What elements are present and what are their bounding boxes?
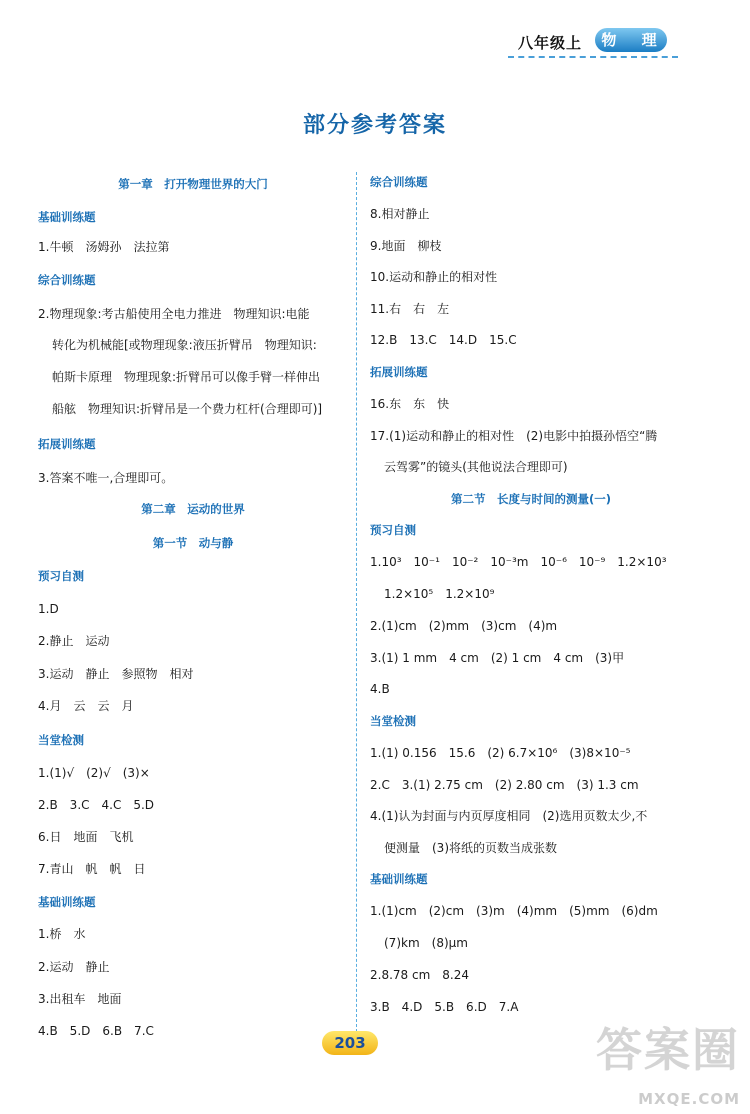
answer-line-continued: (7)km (8)μm xyxy=(384,936,468,950)
answer-line: 4.B xyxy=(370,682,390,696)
grade-label: 八年级上 xyxy=(518,34,583,52)
section-heading: 基础训练题 xyxy=(38,210,96,224)
answer-line: 11.右 右 左 xyxy=(370,302,450,316)
answer-line: 3.答案不唯一,合理即可。 xyxy=(38,471,174,485)
answer-line: 2.B 3.C 4.C 5.D xyxy=(38,798,155,812)
answer-line: 2.静止 运动 xyxy=(38,634,110,648)
answer-line: 16.东 东 快 xyxy=(370,397,450,411)
answer-line: 3.出租车 地面 xyxy=(38,992,122,1006)
answer-line: 4.月 云 云 月 xyxy=(38,699,134,713)
section-heading: 当堂检测 xyxy=(370,714,416,728)
chapter-heading: 第一章 打开物理世界的大门 xyxy=(118,177,268,191)
answer-line-continued: 帕斯卡原理 物理现象:折臂吊可以像手臂一样伸出 xyxy=(52,370,321,384)
answer-line: 3.B 4.D 5.B 6.D 7.A xyxy=(370,1000,519,1014)
section-heading: 当堂检测 xyxy=(38,733,84,747)
answer-line: 2.(1)cm (2)mm (3)cm (4)m xyxy=(370,619,558,633)
answer-line-continued: 转化为机械能[或物理现象:液压折臂吊 物理知识: xyxy=(52,338,317,352)
answer-line-continued: 云驾雾”的镜头(其他说法合理即可) xyxy=(384,460,568,474)
answer-line: 4.B 5.D 6.B 7.C xyxy=(38,1024,154,1038)
section-heading: 综合训练题 xyxy=(370,175,428,189)
section-heading: 综合训练题 xyxy=(38,273,96,287)
answer-line: 1.10³ 10⁻¹ 10⁻² 10⁻³m 10⁻⁶ 10⁻⁹ 1.2×10³ xyxy=(370,555,667,569)
answer-line: 6.日 地面 飞机 xyxy=(38,830,134,844)
page-number: 203 xyxy=(322,1031,378,1055)
section-heading: 基础训练题 xyxy=(38,895,96,909)
answer-line: 2.物理现象:考古船使用全电力推进 物理知识:电能 xyxy=(38,307,310,321)
answer-line: 1.(1)cm (2)cm (3)m (4)mm (5)mm (6)dm xyxy=(370,904,658,918)
answer-line: 4.(1)认为封面与内页厚度相同 (2)选用页数太少,不 xyxy=(370,809,648,823)
answer-line: 8.相对静止 xyxy=(370,207,430,221)
answer-line: 1.(1)√ (2)√ (3)× xyxy=(38,766,150,780)
answer-line: 1.D xyxy=(38,602,59,616)
header-divider xyxy=(508,56,678,58)
section-heading: 预习自测 xyxy=(38,569,84,583)
answer-line: 2.8.78 cm 8.24 xyxy=(370,968,469,982)
section-heading: 拓展训练题 xyxy=(38,437,96,451)
answer-line-continued: 便测量 (3)将纸的页数当成张数 xyxy=(384,841,557,855)
column-divider xyxy=(356,172,357,1037)
answer-line-continued: 1.2×10⁵ 1.2×10⁹ xyxy=(384,587,495,601)
answer-line: 7.青山 帆 帆 日 xyxy=(38,862,146,876)
answer-line: 9.地面 柳枝 xyxy=(370,239,442,253)
page-title: 部分参考答案 xyxy=(302,113,447,138)
section-heading: 基础训练题 xyxy=(370,872,428,886)
section-heading: 拓展训练题 xyxy=(370,365,428,379)
answer-line-continued: 船舷 物理知识:折臂吊是一个费力杠杆(合理即可)] xyxy=(52,402,323,416)
answer-line: 17.(1)运动和静止的相对性 (2)电影中拍摄孙悟空“腾 xyxy=(370,429,658,443)
watermark-text: 答案圈 xyxy=(596,1023,740,1077)
answer-line: 1.牛顿 汤姆孙 法拉第 xyxy=(38,240,170,254)
answer-line: 2.运动 静止 xyxy=(38,960,110,974)
lesson-heading: 第一节 动与静 xyxy=(152,536,234,550)
lesson-heading: 第二节 长度与时间的测量(一) xyxy=(450,492,611,506)
answer-line: 10.运动和静止的相对性 xyxy=(370,270,498,284)
answer-line: 1.(1) 0.156 15.6 (2) 6.7×10⁶ (3)8×10⁻⁵ xyxy=(370,746,631,760)
chapter-heading: 第二章 运动的世界 xyxy=(141,502,245,516)
section-heading: 预习自测 xyxy=(370,523,416,537)
watermark-url: MXQE.COM xyxy=(638,1090,740,1108)
subject-badge: 物 理 xyxy=(595,28,667,52)
answer-line: 1.桥 水 xyxy=(38,927,86,941)
answer-line: 12.B 13.C 14.D 15.C xyxy=(370,333,517,347)
answer-line: 3.(1) 1 mm 4 cm (2) 1 cm 4 cm (3)甲 xyxy=(370,651,625,665)
answer-line: 3.运动 静止 参照物 相对 xyxy=(38,667,194,681)
page-header xyxy=(500,26,680,66)
watermark-logo xyxy=(590,1014,740,1110)
answer-line: 2.C 3.(1) 2.75 cm (2) 2.80 cm (3) 1.3 cm xyxy=(370,778,639,792)
